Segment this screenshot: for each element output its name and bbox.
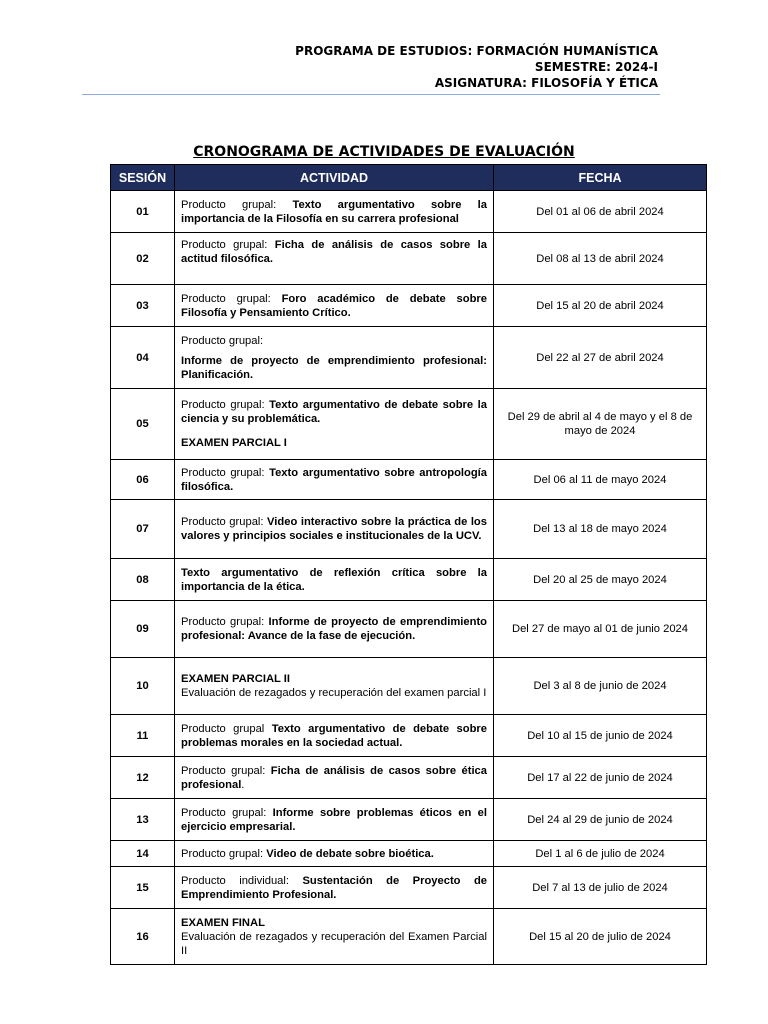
session-number: 01 (111, 191, 175, 233)
activity-type: Producto grupal: (181, 847, 267, 860)
schedule-table (110, 164, 707, 965)
table-row (111, 559, 707, 601)
date-cell: Del 01 al 06 de abril 2024 (494, 191, 707, 233)
header-divider (82, 94, 660, 95)
date-cell: Del 29 de abril al 4 de mayo y el 8 de mayo de 2024 (494, 389, 707, 460)
activity-cell (175, 460, 494, 500)
activity-cell (175, 191, 494, 233)
activity-cell (175, 841, 494, 867)
column-header-session: SESIÓN (111, 165, 175, 191)
table-header-row (111, 165, 707, 191)
activity-text: Informe sobre problemas éticos en el ejercicio empresarial. (181, 806, 488, 833)
activity-cell (175, 658, 494, 715)
activity-type: Producto grupal: (181, 516, 268, 528)
activity-text: Ficha de análisis de casos sobre la actitud filosófica. (181, 239, 487, 265)
exam-label: EXAMEN PARCIAL I (181, 437, 287, 449)
date-cell: Del 27 de mayo al 01 de junio 2024 (494, 601, 707, 658)
session-number: 14 (111, 841, 175, 867)
date-cell: Del 24 al 29 de junio de 2024 (494, 799, 707, 841)
table-row (111, 500, 707, 559)
session-number: 09 (111, 601, 175, 658)
activity-cell (175, 559, 494, 601)
session-number: 06 (111, 460, 175, 500)
activity-text: Texto argumentativo de debate sobre problemas morales en la sociedad actual. (181, 722, 488, 749)
column-header-date: FECHA (494, 165, 707, 191)
date-cell: Del 7 al 13 de julio de 2024 (494, 867, 707, 909)
activity-type: Producto grupal: (181, 764, 271, 777)
date-cell: Del 22 al 27 de abril 2024 (494, 327, 707, 389)
activity-text: Ficha de análisis de casos sobre ética profesional (181, 764, 488, 791)
table-row (111, 867, 707, 909)
activity-cell (175, 909, 494, 965)
date-cell: Del 17 al 22 de junio de 2024 (494, 757, 707, 799)
session-number: 10 (111, 658, 175, 715)
date-cell: Del 15 al 20 de julio de 2024 (494, 909, 707, 965)
header-program: PROGRAMA DE ESTUDIOS: FORMACIÓN HUMANÍSTICA (295, 44, 658, 58)
activity-cell (175, 327, 494, 389)
activity-cell (175, 389, 494, 460)
activity-type: Producto grupal: (181, 616, 269, 628)
session-number: 02 (111, 233, 175, 285)
exam-label: EXAMEN FINAL (181, 916, 265, 929)
activity-type: Producto grupal: (181, 292, 282, 305)
session-number: 13 (111, 799, 175, 841)
table-row (111, 601, 707, 658)
date-cell: Del 3 al 8 de junio de 2024 (494, 658, 707, 715)
activity-cell (175, 500, 494, 559)
activity-text: Texto argumentativo sobre la importancia de la Filosofía en su carrera profesional (181, 198, 487, 225)
session-number: 05 (111, 389, 175, 460)
activity-type: Producto grupal: (181, 466, 270, 479)
column-header-activity: ACTIVIDAD (175, 165, 494, 191)
session-number: 15 (111, 867, 175, 909)
activity-text: Texto argumentativo de reflexión crítica sobre la importancia de la ética. (181, 566, 487, 593)
activity-cell (175, 601, 494, 658)
activity-type: Producto grupal: (181, 239, 275, 251)
page-title: CRONOGRAMA DE ACTIVIDADES DE EVALUACIÓN (193, 144, 575, 160)
table-row (111, 389, 707, 460)
header-semester: SEMESTRE: 2024-I (534, 60, 658, 74)
date-cell: Del 10 al 15 de junio de 2024 (494, 715, 707, 757)
table-row (111, 327, 707, 389)
activity-note: Evaluación de rezagados y recuperación del Examen Parcial II (181, 930, 487, 957)
session-number: 07 (111, 500, 175, 559)
session-number: 11 (111, 715, 175, 757)
activity-type: Producto grupal: (181, 806, 273, 819)
session-number: 04 (111, 327, 175, 389)
session-number: 08 (111, 559, 175, 601)
activity-text: Video interactivo sobre la práctica de los valores y principios sociales e institucionales de la UCV. (181, 516, 487, 542)
activity-note: Evaluación de rezagados y recuperación del examen parcial I (181, 687, 487, 699)
table-row (111, 460, 707, 500)
activity-cell (175, 799, 494, 841)
date-cell: Del 1 al 6 de julio de 2024 (494, 841, 707, 867)
table-row (111, 285, 707, 327)
activity-type: Producto individual: (181, 874, 303, 887)
table-row (111, 715, 707, 757)
exam-label: EXAMEN PARCIAL II (181, 673, 290, 685)
activity-type: Producto grupal: (181, 399, 270, 411)
table-row (111, 757, 707, 799)
session-number: 12 (111, 757, 175, 799)
activity-type: Producto grupal: (181, 198, 293, 211)
session-number: 03 (111, 285, 175, 327)
activity-text: Video de debate sobre bioética. (266, 847, 434, 860)
activity-suffix: . (241, 778, 245, 791)
date-cell: Del 15 al 20 de abril 2024 (494, 285, 707, 327)
date-cell: Del 20 al 25 de mayo 2024 (494, 559, 707, 601)
table-row (111, 658, 707, 715)
activity-text: Sustentación de Proyecto de Emprendimiento Profesional. (181, 874, 488, 901)
activity-cell (175, 867, 494, 909)
header-course: ASIGNATURA: FILOSOFÍA Y ÉTICA (434, 76, 658, 90)
table-row (111, 909, 707, 965)
document-header (295, 43, 658, 91)
table-row (111, 191, 707, 233)
activity-cell (175, 233, 494, 285)
table-row (111, 841, 707, 867)
activity-text: Informe de proyecto de emprendimiento profesional: Planificación. (181, 354, 487, 381)
activity-cell (175, 285, 494, 327)
session-number: 16 (111, 909, 175, 965)
table-row (111, 799, 707, 841)
activity-text: Informe de proyecto de emprendimiento profesional: Avance de la fase de ejecución. (181, 616, 488, 642)
activity-text: Texto argumentativo de debate sobre la ciencia y su problemática. (181, 399, 488, 425)
date-cell: Del 13 al 18 de mayo 2024 (494, 500, 707, 559)
table-row (111, 233, 707, 285)
date-cell: Del 08 al 13 de abril 2024 (494, 233, 707, 285)
activity-text: Texto argumentativo sobre antropología filosófica. (181, 466, 488, 493)
activity-text: Foro académico de debate sobre Filosofía y Pensamiento Crítico. (181, 292, 488, 319)
activity-type: Producto grupal: (181, 334, 264, 347)
activity-cell (175, 757, 494, 799)
activity-cell (175, 715, 494, 757)
date-cell: Del 06 al 11 de mayo 2024 (494, 460, 707, 500)
activity-type: Producto grupal (181, 722, 272, 735)
